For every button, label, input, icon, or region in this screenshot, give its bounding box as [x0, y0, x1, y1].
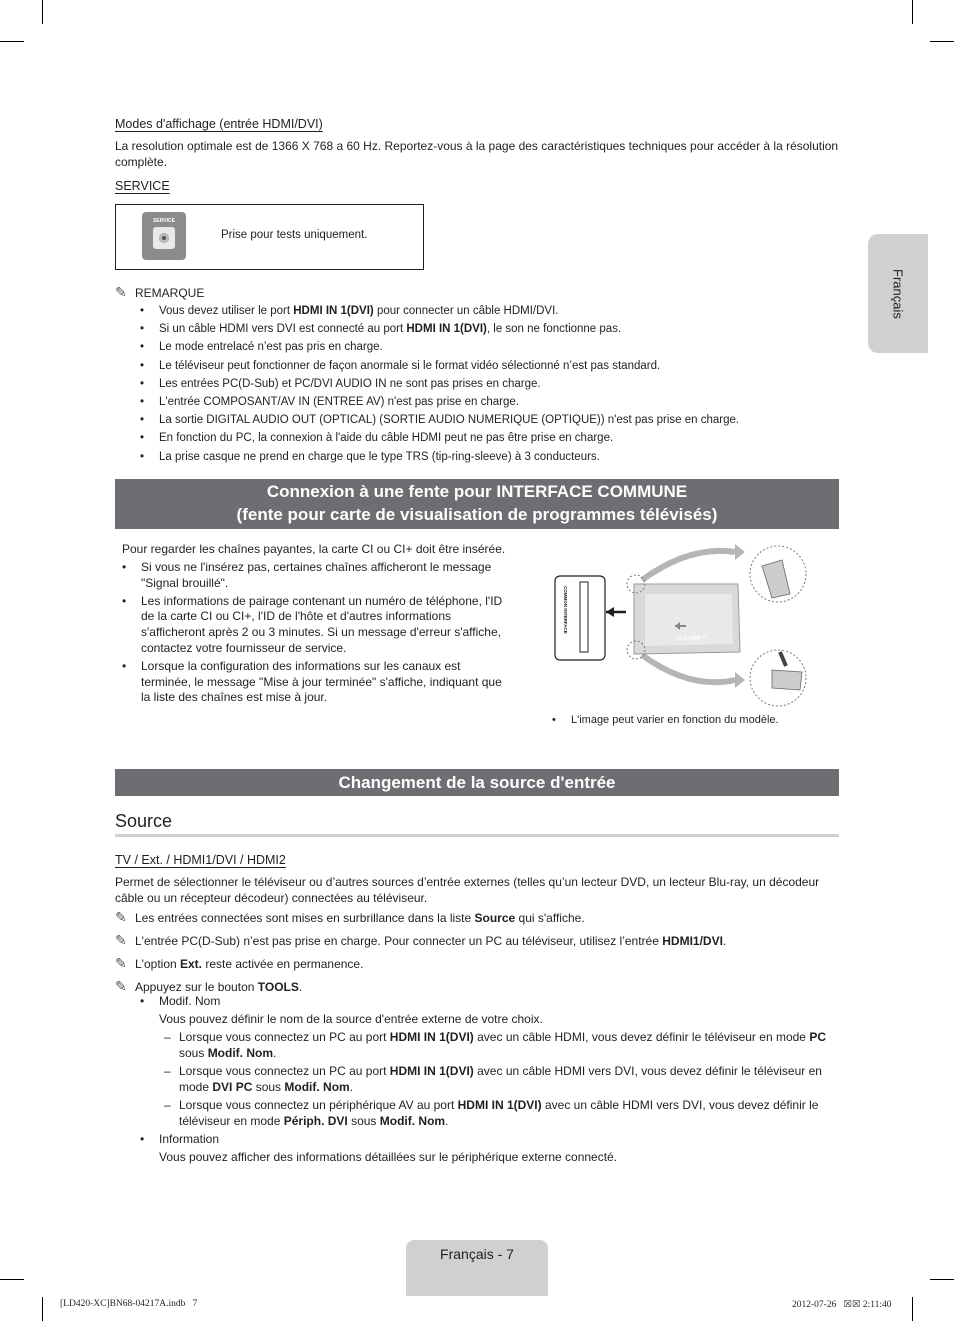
service-port-icon	[142, 212, 186, 260]
curved-arrow-icon	[642, 655, 735, 682]
list-item: • La prise casque ne prend en charge que le type TRS (tip-ring-sleeve) à 3 conducteurs.	[115, 448, 839, 466]
dash-item: – Lorsque vous connectez un PC au port HDMI IN 1(DVI) avec un câble HDMI vers DVI, vous devez définir le téléviseur en mode DVI PC sous Modif. Nom.	[115, 1063, 839, 1095]
ci-card-illustration	[550, 540, 815, 710]
page-number-tab	[406, 1240, 548, 1296]
ci-list	[115, 560, 510, 708]
imprint-date: 2012-07-26 ☒☒ 2:11:40	[792, 1300, 892, 1310]
list-item: • Les informations de pairage contenant un numéro de téléphone, l'ID de la carte CI ou CI+, l'ID de l'hôte et d'autres informations s'afficheront après 2 ou 3 minutes. Si un message d'erreur s'affiche, contactez votre fournisseur de service.	[115, 594, 510, 657]
list-item: • Si un câble HDMI vers DVI est connecté au port HDMI IN 1(DVI), le son ne fonctionne pas.	[115, 320, 839, 338]
list-item: • La sortie DIGITAL AUDIO OUT (OPTICAL) (SORTIE AUDIO NUMERIQUE (OPTIQUE)) n'est pas prise en charge.	[115, 411, 839, 429]
modif-dash-list	[115, 1029, 839, 1131]
note-line: ✎ Appuyez sur le bouton TOOLS.	[115, 978, 303, 994]
modes-text: La resolution optimale est de 1366 X 768 a 60 Hz. Reportez-vous à la page des caractéristiques techniques pour accéder à la résolution complète.	[115, 139, 839, 169]
crop-mark	[930, 41, 954, 42]
page-number: Français - 7	[440, 1246, 514, 1262]
imprint-file: [LD420-XC]BN68-04217A.indb 7	[60, 1299, 198, 1309]
source-title: Source	[115, 811, 173, 831]
source-subtitle: TV / Ext. / HDMI1/DVI / HDMI2	[115, 853, 286, 867]
pencil-note-icon: ✎	[115, 909, 127, 925]
modif-list	[115, 992, 839, 1010]
info-list	[115, 1130, 839, 1148]
service-box-text: Prise pour tests uniquement.	[221, 229, 368, 241]
ci-slot	[580, 582, 588, 652]
remarque-list	[115, 302, 839, 466]
language-tab-label: Français	[890, 268, 906, 319]
list-item: • Le téléviseur peut fonctionner de façon anormale si le format vidéo sélectionné n’est pas standard.	[115, 357, 839, 375]
ci-card-label: CI CARD™	[676, 636, 707, 642]
pencil-note-icon: ✎	[115, 932, 127, 948]
ci-banner-line1: Connexion à une fente pour INTERFACE COMMUNE	[266, 482, 688, 501]
modif-text: Vous pouvez définir le nom de la source d'entrée externe de votre choix.	[159, 1012, 543, 1026]
slot-label: COMMON INTERFACE	[563, 586, 568, 634]
ci-caption: • L'image peut varier en fonction du modèle.	[527, 711, 827, 729]
crop-mark	[0, 41, 24, 42]
service-jack-icon	[153, 227, 175, 249]
pencil-note-icon: ✎	[115, 955, 127, 971]
crop-mark	[912, 0, 913, 24]
modif-title: • Modif. Nom	[115, 992, 839, 1010]
crop-mark	[42, 0, 43, 24]
remarque-title: REMARQUE	[135, 286, 205, 300]
list-item: • Le mode entrelacé n’est pas pris en charge.	[115, 338, 839, 356]
crop-mark	[42, 1297, 43, 1321]
source-text: Permet de sélectionner le téléviseur ou d’autres sources d’entrée externes (telles qu’un lecteur DVD, un lecteur Blu-ray, un décodeur câble ou un récepteur décodeur) connectées au téléviseur.	[115, 875, 820, 905]
card-detail-shape	[762, 560, 790, 598]
service-title: SERVICE	[115, 179, 170, 193]
ci-section-banner	[115, 479, 839, 529]
pencil-note-icon: ✎	[115, 284, 127, 300]
list-item: • Vous devez utiliser le port HDMI IN 1(DVI) pour connecter un câble HDMI/DVI.	[115, 302, 839, 320]
ci-intro: Pour regarder les chaînes payantes, la carte CI ou CI+ doit être insérée.	[122, 542, 506, 556]
list-item: • En fonction du PC, la connexion à l'aide du câble HDMI peut ne pas être prise en charge.	[115, 429, 839, 447]
note-line: ✎ Les entrées connectées sont mises en surbrillance dans la liste Source qui s'affiche.	[115, 909, 585, 925]
dash-item: – Lorsque vous connectez un PC au port HDMI IN 1(DVI) avec un câble HDMI, vous devez définir le téléviseur en mode PC sous Modif. Nom.	[115, 1029, 839, 1061]
source-section-banner: Changement de la source d'entrée	[115, 769, 839, 796]
note-line: ✎ L'option Ext. reste activée en permanence.	[115, 955, 364, 971]
source-notes	[115, 909, 839, 995]
list-item: • Les entrées PC(D-Sub) et PC/DVI AUDIO IN ne sont pas prises en charge.	[115, 375, 839, 393]
remarque-heading	[115, 284, 204, 301]
crop-mark	[930, 1279, 954, 1280]
modes-title: Modes d'affichage (entrée HDMI/DVI)	[115, 117, 323, 131]
language-tab	[868, 234, 928, 353]
note-line: ✎ L'entrée PC(D-Sub) n’est pas prise en charge. Pour connecter un PC au téléviseur, utilisez l’entrée HDMI1/DVI.	[115, 932, 727, 948]
ci-banner-line2: (fente pour carte de visualisation de programmes télévisés)	[236, 505, 718, 524]
service-icon-label: SERVICE	[153, 218, 175, 224]
source-title-rule	[115, 834, 839, 837]
crop-mark	[912, 1297, 913, 1321]
list-item: • Si vous ne l'insérez pas, certaines chaînes afficheront le message "Signal brouillé".	[115, 560, 510, 592]
list-item: • Lorsque la configuration des informations sur les canaux est terminée, le message "Mise à jour terminée" s'affiche, indiquant que la liste des chaînes est mise à jour.	[115, 659, 510, 706]
card-detail-shape	[772, 670, 802, 690]
dash-item: – Lorsque vous connectez un périphérique AV au port HDMI IN 1(DVI) avec un câble HDMI vers DVI, vous devez définir le téléviseur en mode Périph. DVI sous Modif. Nom.	[115, 1097, 839, 1129]
info-title: • Information	[115, 1130, 839, 1148]
pencil-note-icon: ✎	[115, 978, 127, 994]
info-text: Vous pouvez afficher des informations détaillées sur le périphérique externe connecté.	[159, 1150, 618, 1164]
hand-icon	[780, 652, 786, 666]
ci-caption-list	[527, 711, 827, 729]
crop-mark	[0, 1279, 24, 1280]
list-item: • L'entrée COMPOSANT/AV IN (ENTREE AV) n'est pas prise en charge.	[115, 393, 839, 411]
curved-arrow-icon	[642, 551, 735, 580]
